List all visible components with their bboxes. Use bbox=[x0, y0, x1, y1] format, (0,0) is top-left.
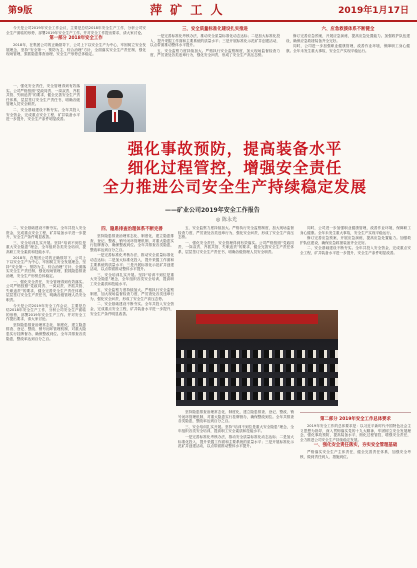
right-lower-text bbox=[300, 226, 411, 406]
lower-middle-paragraph-4: 五、安全监察力度持续加大。严格执行安全监察制度，加大现场监督检查力度，严厉查处各类违章行为，强化安全问责，形成了安全生产高压态势。 bbox=[90, 287, 174, 301]
flag-shape bbox=[86, 86, 96, 108]
lower-left-paragraph-5: 今天是公司2019年安全工作会议，主要是总结2018年安全生产工作，分析公司安全生产面临的形势，部署2019年安全生产工作。并对安全工作提出要求，请大家讨论。 bbox=[6, 303, 86, 322]
center-bottom-text bbox=[178, 410, 294, 562]
intro-paragraph: 今天是公司2019年安全工作会议，主要是总结2018年安全生产工作，分析公司安全生产面临的形势，部署2019年安全生产工作。并对安全工作提出要求，请大家讨论。 bbox=[6, 26, 146, 35]
lower-middle-paragraph-2: 一是完善标准化考核办法，推动安全质量标准化动态达标；二是加大标准化投入，提升采掘工作面和主要系统的质量水平；三是开展标准化示范矿井创建活动，以点带面推动整体水平提升。 bbox=[90, 253, 174, 272]
right-lower-paragraph-1: 同时，公司进一步加强职业健康管理，改善作业环境，保障职工身心健康。全年未发生重大事故，安全生产实现平稳运行。 bbox=[300, 226, 411, 235]
middle-paragraph-1: 一是完善标准化考核办法，推动安全质量标准化动态达标；二是加大标准化投入，提升采掘工作面和主要系统的质量水平；三是开展标准化示范矿井创建活动，以点带面推动整体水平提升。 bbox=[150, 34, 280, 48]
center-paragraph-2: 一、强化安全责任，安全管理得到有效落实。公司严格按照“党政同责、一岗双责、齐抓共管、失职追责”的要求，健全完善安全生产责任体系，层层签订安全生产责任书，明确各级管理人员安全职责。 bbox=[178, 240, 294, 254]
lower-left-text bbox=[6, 226, 86, 562]
center-bottom-paragraph-3: 一是完善标准化考核办法，推动安全质量标准化动态达标；二是加大标准化投入，提升采掘工作面和主要系统的质量水平；三是开展标准化示范矿井创建活动，以点带面推动整体水平提升。 bbox=[178, 434, 294, 449]
lower-left-paragraph-2: 三、安全培训扎实开展。坚持“培训不到位是重大安全隐患”理念，全年组织各类安全培训，提高职工安全素质和技能水平。 bbox=[6, 240, 86, 254]
lower-left-paragraph-1: 二、安全基础建设不断夯实。全年共投入安全资金，完成重点安全工程，矿井装备水平进一步提升，安全生产条件明显改善。 bbox=[6, 226, 86, 240]
middle-top-text bbox=[150, 26, 280, 134]
left-paragraph-3: 二、安全基础建设不断夯实。全年共投入安全资金，完成重点安全工程，矿井装备水平进一步提升，安全生产条件明显改善。 bbox=[6, 107, 80, 122]
part-two-paragraph-2: 严格落实安全生产主体责任，健全完善责任体系，加强安全考核，做到责任到人、措施到位。 bbox=[300, 450, 411, 459]
page-header bbox=[0, 0, 417, 22]
center-lower-text bbox=[178, 226, 294, 306]
part-two-heading: 第二部分 2019年安全工作总体要求 bbox=[320, 417, 391, 422]
middle-paragraph-1b: 五、安全监察力度持续加大。严格执行安全监察制度，加大现场监督检查力度，严厉查处各类违章行为，强化安全问责，形成了安全生产高压态势。 bbox=[150, 48, 280, 58]
center-paragraph-1: 五、安全监察力度持续加大。严格执行安全监察制度，加大现场监督检查力度，严厉查处各类违章行为，强化安全问责，形成了安全生产高压态势。 bbox=[178, 226, 294, 240]
right-bottom-text bbox=[300, 416, 411, 562]
author-byline: ◎ 陈永光 bbox=[216, 217, 237, 223]
author-portrait-photo bbox=[84, 84, 146, 132]
intro-text bbox=[6, 26, 146, 78]
lower-middle-paragraph-3: 三、安全培训扎实开展。坚持“培训不到位是重大安全隐患”理念，全年组织各类安全培训，提高职工安全素质和技能水平。 bbox=[90, 272, 174, 286]
lower-left-paragraph-6: 坚持隐患排查治理常态化、制度化，建立隐患排查、登记、整改、销号闭环管理机制，对重大隐患实行挂牌督办，确保整改到位。全年共排查各类隐患，整改率达到百分之百。 bbox=[6, 322, 86, 341]
part-two-paragraph: 2019年安全工作的总体要求是：以习近平新时代中国特色社会主义思想为指导，深入贯彻落实党的十九大精神，牢固树立安全发展理念，强化事故预防，提高装备水平，细化过程管控，增强安全责任，全力推进公司安全生产持续稳定发展。 bbox=[300, 424, 411, 442]
lower-left-paragraph-3: 2018年，在集团公司的正确领导下，公司上下以安全生产为中心，牢固树立安全发展理念，坚持“安全第一、预防为主、综合治理”方针，全面落实安全生产责任制，强化现场管理，狠抓隐患排查治理，安全生产形势总体稳定。 bbox=[6, 255, 86, 278]
section-divider bbox=[300, 412, 411, 413]
center-bottom-paragraph-2: 三、安全培训扎实开展。坚持“培训不到位是重大安全隐患”理念，全年组织各类安全培训，提高职工安全素质和技能水平。 bbox=[178, 424, 294, 434]
right-paragraph-2: 同时，公司进一步加强职业健康管理，改善作业环境，保障职工身心健康。全年未发生重大事故，安全生产实现平稳运行。 bbox=[286, 44, 410, 53]
headline-line-1: 强化事故预防，提高装备水平 bbox=[127, 140, 343, 158]
tie-shape bbox=[114, 112, 116, 122]
main-headline bbox=[60, 140, 410, 197]
right-lower-paragraph-2: 修订完善应急预案，开展应急演练，提高应急处置能力。加强救护队伍建设，确保应急救援装备齐全完好。 bbox=[300, 236, 411, 245]
left-narrow-text bbox=[6, 84, 80, 136]
headline-line-3: 全力推进公司安全生产持续稳定发展 bbox=[102, 178, 367, 196]
lower-middle-text bbox=[90, 226, 174, 562]
masthead: 萍 矿 工 人 bbox=[150, 3, 225, 17]
hair-shape bbox=[107, 90, 123, 98]
lower-middle-heading: 四、隐患排查治理体系不断完善 bbox=[101, 227, 163, 232]
part-one-paragraph: 2018年，在集团公司的正确领导下，公司上下以安全生产为中心，牢固树立安全发展理念，坚持“安全第一、预防为主、综合治理”方针，全面落实安全生产责任制，强化现场管理，狠抓隐患排查治理，安全生产形势总体稳定。 bbox=[6, 43, 146, 57]
right-paragraph-1: 修订完善应急预案，开展应急演练，提高应急处置能力。加强救护队伍建设，确保应急救援装备齐全完好。 bbox=[286, 34, 410, 43]
middle-section-heading: 三、安全质量标准化建设扎实推进 bbox=[182, 27, 248, 32]
issue-date: 2019年1月17日 bbox=[338, 6, 409, 16]
lower-middle-paragraph-1: 坚持隐患排查治理常态化、制度化，建立隐患排查、登记、整改、销号闭环管理机制，对重大隐患实行挂牌督办，确保整改到位。全年共排查各类隐患，整改率达到百分之百。 bbox=[90, 234, 174, 252]
page-label: 第9版 bbox=[8, 6, 33, 16]
right-top-text bbox=[286, 26, 410, 134]
lower-middle-paragraph-5: 二、安全基础建设不断夯实。全年共投入安全资金，完成重点安全工程，矿井装备水平进一步提升，安全生产条件明显改善。 bbox=[90, 302, 174, 316]
lower-left-paragraph-4: 一、强化安全责任，安全管理得到有效落实。公司严格按照“党政同责、一岗双责、齐抓共管、失职追责”的要求，健全完善安全生产责任体系，层层签订安全生产责任书，明确各级管理人员安全职责。 bbox=[6, 279, 86, 302]
center-bottom-paragraph-1: 坚持隐患排查治理常态化、制度化，建立隐患排查、登记、整改、销号闭环管理机制，对重大隐患实行挂牌督办，确保整改到位。全年共排查各类隐患，整改率达到百分之百。 bbox=[178, 410, 294, 424]
headline-line-2: 细化过程管控，增强安全责任 bbox=[127, 159, 343, 177]
right-section-heading-1: 六、应急救援体系不断健全 bbox=[321, 27, 375, 32]
part-two-subheading: 一、强化安全责任落实，夯实安全管理基础 bbox=[313, 443, 398, 449]
headline-subtitle: ——矿业公司2019年安全工作报告 bbox=[165, 207, 260, 214]
right-lower-paragraph-3: 二、安全基础建设不断夯实。全年共投入安全资金，完成重点安全工程，矿井装备水平进一步提升，安全生产条件明显改善。 bbox=[300, 246, 411, 255]
left-paragraph-2: 一、强化安全责任，安全管理得到有效落实。公司严格按照“党政同责、一岗双责、齐抓共管、失职追责”的要求，健全完善安全生产责任体系，层层签订安全生产责任书，明确各级管理人员安全职责。 bbox=[6, 84, 80, 107]
part-one-heading: 第一部分 2018年安全工作 bbox=[49, 36, 103, 42]
